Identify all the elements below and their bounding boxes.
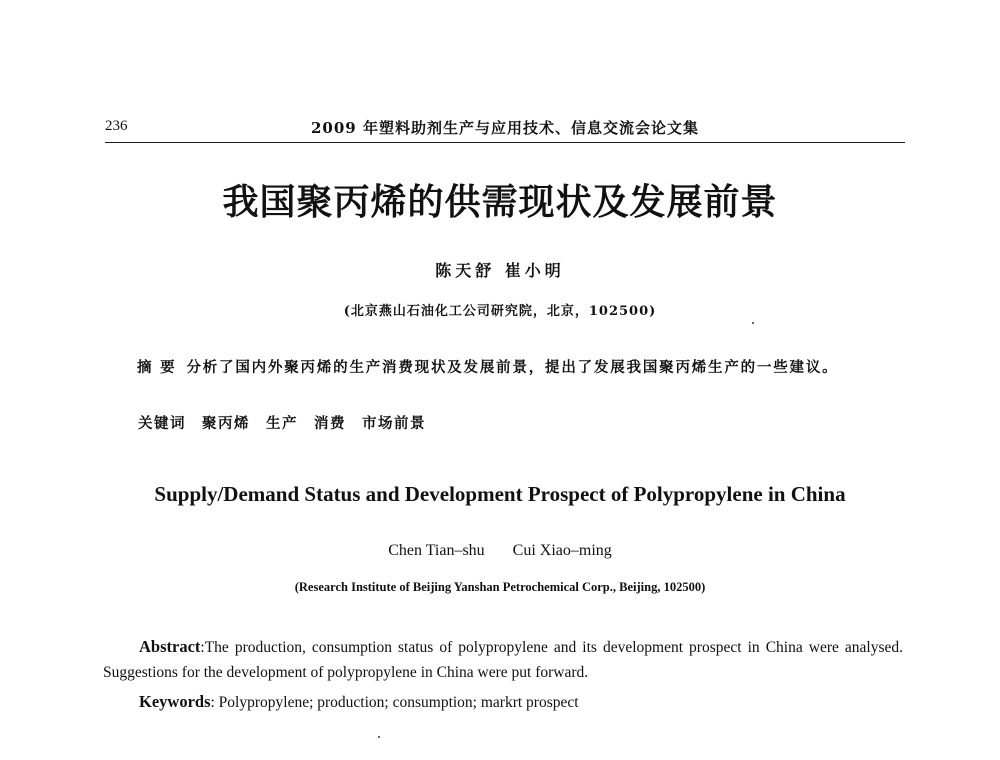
keywords-label-zh: 关键词 [138,415,186,432]
abstract-label-en: Abstract [139,637,201,656]
scan-speck [752,322,754,324]
journal-title: 2009 年塑料助剂生产与应用技术、信息交流会论文集 [311,119,699,137]
abstract-text-zh: 分析了国内外聚丙烯的生产消费现状及发展前景，提出了发展我国聚丙烯生产的一些建议。 [186,359,839,376]
page-number: 236 [105,118,128,134]
keyword-item: 生产 [266,415,298,432]
abstract-text-en: :The production, consumption status of polypropylene and its development prospect in China were analysed. Suggestions for the development of polypropylene in China were put forward. [103,639,903,681]
keywords-label-en: Keywords [139,692,211,711]
scan-speck [378,736,380,738]
affiliation-zh: (北京燕山石油化工公司研究院，北京，102500) [343,304,657,319]
keywords-zh [138,412,426,433]
keyword-item: 聚丙烯 [202,415,250,432]
keyword-item: 市场前景 [362,415,426,432]
author-1-en: Chen Tian–shu [388,542,485,559]
authors-en [0,542,1000,560]
running-header [105,116,905,143]
affiliation-en: (Research Institute of Beijing Yanshan Petrochemical Corp., Beijing, 102500) [294,580,706,594]
abstract-en [103,634,903,685]
author-2-en: Cui Xiao–ming [512,542,612,559]
paper-title-zh: 我国聚丙烯的供需现状及发展前景 [222,181,778,223]
keywords-en [139,692,579,712]
abstract-label-zh: 摘 要 [137,359,177,376]
abstract-zh [103,354,903,381]
paper-title-en: Supply/Demand Status and Development Prospect of Polypropylene in China [154,482,846,506]
authors-zh: 陈天舒 崔小明 [435,261,565,280]
keyword-item: 消费 [314,415,346,432]
keywords-text-en: : Polypropylene; production; consumption; markrt prospect [210,694,579,711]
